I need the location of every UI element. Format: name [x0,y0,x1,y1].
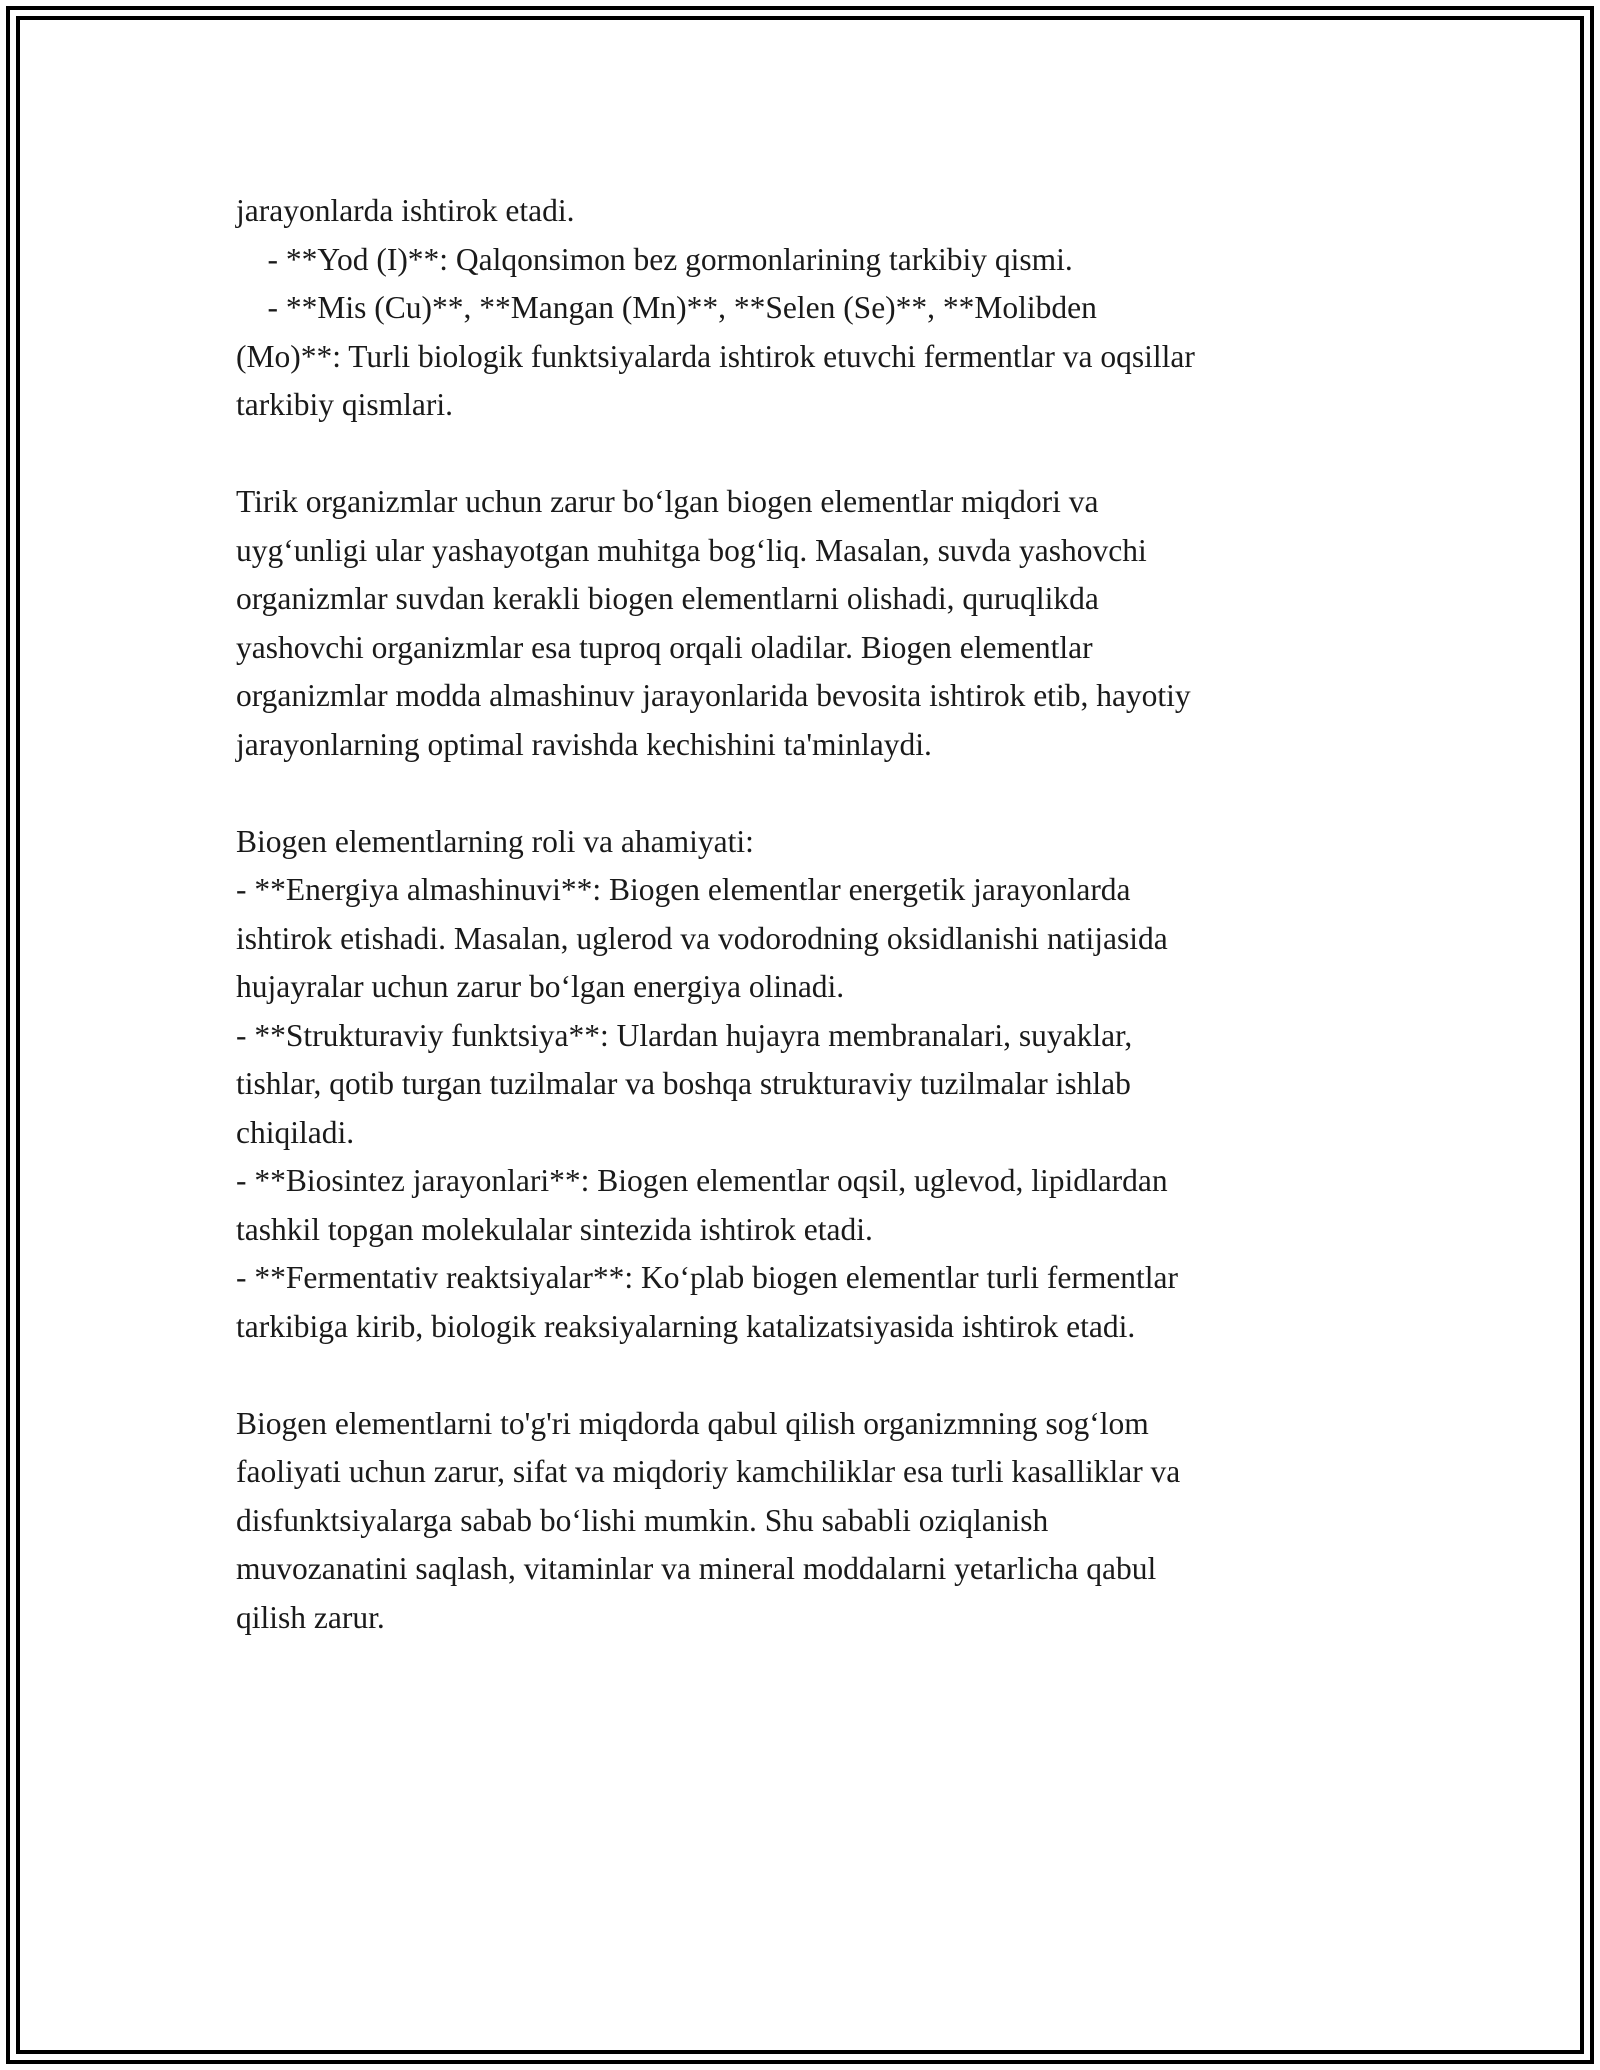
document-body [236,187,1376,1642]
blank-line [236,1351,1376,1400]
text-line: jarayonlarda ishtirok etadi. [236,193,575,228]
text-line: tarkibiy qismlari. [236,387,453,422]
text-line: jarayonlarning optimal ravishda kechishini ta'minlaydi. [236,726,932,762]
text-line: - **Mis (Cu)**, **Mangan (Mn)**, **Selen (Se)**, **Molibden [236,290,1097,325]
text-line: Biogen elementlarni to'g'ri miqdorda qabul qilish organizmning sog‘lom [236,1405,1149,1441]
text-line: muvozanatini saqlash, vitaminlar va mineral moddalarni yetarlicha qabul [236,1551,1157,1586]
text-line: yashovchi organizmlar esa tuproq orqali oladilar. Biogen elementlar [236,629,1093,665]
text-line: ishtirok etishadi. Masalan, uglerod va vodorodning oksidlanishi natijasida [236,920,1168,956]
blank-line [236,430,1376,479]
text-line: - **Yod (I)**: Qalqonsimon bez gormonlarining tarkibiy qismi. [236,241,1073,277]
text-line: - **Energiya almashinuvi**: Biogen elementlar energetik jarayonlarda [236,872,1131,907]
text-line: chiqiladi. [236,1114,355,1150]
text-line: tashkil topgan molekulalar sintezida ishtirok etadi. [236,1211,873,1247]
text-line: tishlar, qotib turgan tuzilmalar va boshqa strukturaviy tuzilmalar ishlab [236,1066,1131,1101]
text-line: disfunktsiyalarga sabab bo‘lishi mumkin. Shu sababli oziqlanish [236,1502,1049,1538]
text-line: Biogen elementlarning roli va ahamiyati: [236,823,754,859]
text-line: - **Biosintez jarayonlari**: Biogen elementlar oqsil, uglevod, lipidlardan [236,1163,1168,1198]
text-line: qilish zarur. [236,1599,385,1635]
text-line: (Mo)**: Turli biologik funktsiyalarda ishtirok etuvchi fermentlar va oqsillar [236,338,1195,374]
text-line: organizmlar modda almashinuv jarayonlarida bevosita ishtirok etib, hayotiy [236,678,1191,713]
text-line: Tirik organizmlar uchun zarur bo‘lgan biogen elementlar miqdori va [236,484,1099,519]
text-line: hujayralar uchun zarur bo‘lgan energiya olinadi. [236,969,845,1004]
blank-line [236,769,1376,818]
text-line: uyg‘unligi ular yashayotgan muhitga bog‘liq. Masalan, suvda yashovchi [236,532,1147,568]
text-line: faoliyati uchun zarur, sifat va miqdoriy kamchiliklar esa turli kasalliklar va [236,1454,1181,1489]
text-line: - **Fermentativ reaktsiyalar**: Ko‘plab biogen elementlar turli fermentlar [236,1260,1179,1295]
text-line: organizmlar suvdan kerakli biogen elementlarni olishadi, quruqlikda [236,581,1099,616]
text-line: - **Strukturaviy funktsiya**: Ulardan hujayra membranalari, suyaklar, [236,1017,1133,1053]
text-line: tarkibiga kirib, biologik reaksiyalarning katalizatsiyasida ishtirok etadi. [236,1308,1136,1344]
